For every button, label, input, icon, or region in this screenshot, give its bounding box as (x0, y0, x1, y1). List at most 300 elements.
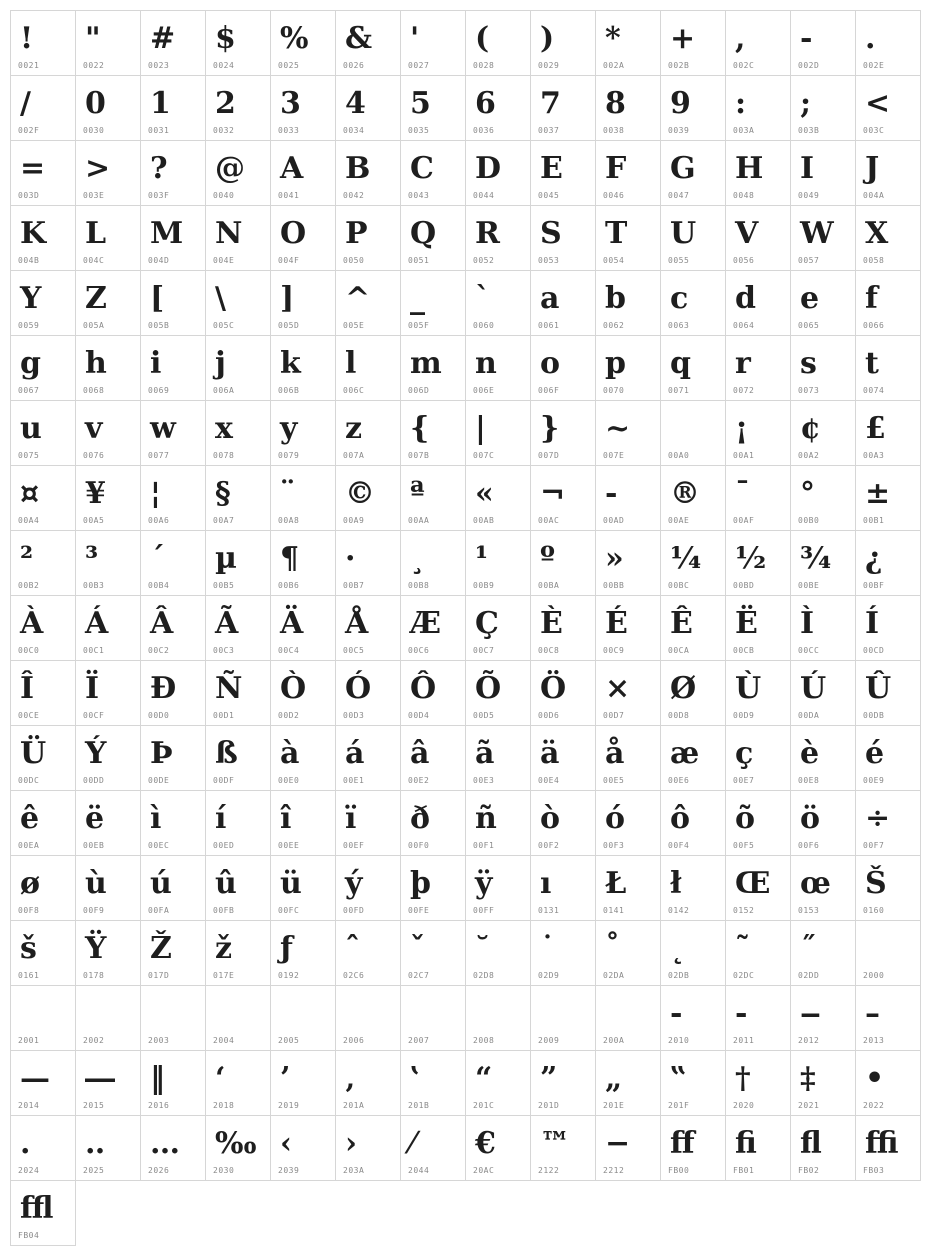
glyph-character: ß (215, 736, 238, 771)
glyph-cell (855, 205, 921, 271)
glyph-codepoint: 0068 (83, 386, 105, 395)
glyph-codepoint: 2021 (798, 1101, 820, 1110)
glyph-character: Ã (215, 606, 239, 641)
glyph-character: Ö (540, 671, 567, 706)
glyph-codepoint: FB00 (668, 1166, 690, 1175)
glyph-codepoint: 2004 (213, 1036, 235, 1045)
glyph-cell (205, 595, 271, 661)
glyph-cell (790, 10, 856, 76)
glyph-codepoint: 003D (18, 191, 40, 200)
glyph-cell (725, 270, 791, 336)
glyph-cell (725, 465, 791, 531)
glyph-cell (530, 595, 596, 661)
glyph-cell (75, 985, 141, 1051)
glyph-character: ž (215, 931, 233, 966)
glyph-codepoint: 0047 (668, 191, 690, 200)
glyph-character: & (345, 21, 373, 56)
glyph-cell (10, 790, 76, 856)
glyph-character: Œ (735, 866, 771, 901)
glyph-character: ‒ (800, 996, 821, 1031)
glyph-cell (75, 920, 141, 986)
glyph-character: Î (20, 671, 35, 706)
glyph-codepoint: FB04 (18, 1231, 40, 1240)
glyph-character: t (865, 346, 879, 381)
glyph-codepoint: 00D9 (733, 711, 755, 720)
glyph-character: ° (800, 476, 815, 511)
glyph-character: Ì (800, 606, 815, 641)
glyph-character: J (865, 151, 880, 186)
glyph-grid (10, 10, 920, 1245)
glyph-character: { (410, 411, 430, 446)
glyph-character: ™ (540, 1126, 570, 1161)
glyph-codepoint: 00B0 (798, 516, 820, 525)
glyph-character: Ø (670, 671, 697, 706)
glyph-codepoint: 003A (733, 126, 755, 135)
glyph-codepoint: FB01 (733, 1166, 755, 1175)
glyph-cell (855, 920, 921, 986)
glyph-character: — (20, 1061, 50, 1096)
glyph-cell (335, 920, 401, 986)
glyph-character: r (735, 346, 751, 381)
glyph-cell (10, 985, 76, 1051)
glyph-character: 3 (280, 86, 301, 121)
glyph-character: Ł (605, 866, 627, 901)
glyph-cell (205, 855, 271, 921)
glyph-cell (855, 530, 921, 596)
glyph-character: º (540, 541, 555, 576)
glyph-codepoint: 0053 (538, 256, 560, 265)
glyph-cell (270, 1050, 336, 1116)
glyph-cell (530, 270, 596, 336)
glyph-codepoint: 00D6 (538, 711, 560, 720)
glyph-cell (855, 270, 921, 336)
glyph-codepoint: 0063 (668, 321, 690, 330)
glyph-cell (595, 920, 661, 986)
glyph-cell (75, 1115, 141, 1181)
glyph-cell (270, 270, 336, 336)
glyph-cell (465, 465, 531, 531)
glyph-character: W (800, 216, 834, 251)
glyph-cell (725, 530, 791, 596)
glyph-character: š (20, 931, 37, 966)
glyph-codepoint: 2002 (83, 1036, 105, 1045)
glyph-cell (660, 595, 726, 661)
glyph-cell (790, 400, 856, 466)
glyph-codepoint: 02DA (603, 971, 625, 980)
glyph-cell (335, 1050, 401, 1116)
glyph-codepoint: 005A (83, 321, 105, 330)
glyph-codepoint: 02D9 (538, 971, 560, 980)
glyph-codepoint: 006F (538, 386, 560, 395)
glyph-cell (660, 530, 726, 596)
glyph-cell (595, 725, 661, 791)
glyph-cell (660, 270, 726, 336)
glyph-codepoint: 00BC (668, 581, 690, 590)
glyph-cell (335, 985, 401, 1051)
glyph-character: ⁄ (410, 1126, 416, 1161)
glyph-character: ! (20, 21, 34, 56)
glyph-cell (335, 400, 401, 466)
glyph-cell (75, 75, 141, 141)
glyph-codepoint: 00A5 (83, 516, 105, 525)
glyph-codepoint: 0192 (278, 971, 300, 980)
glyph-cell (725, 985, 791, 1051)
glyph-codepoint: 00CA (668, 646, 690, 655)
glyph-codepoint: 00E6 (668, 776, 690, 785)
glyph-codepoint: 00EE (278, 841, 300, 850)
glyph-cell (140, 790, 206, 856)
glyph-codepoint: 0050 (343, 256, 365, 265)
glyph-codepoint: 00ED (213, 841, 235, 850)
glyph-character: ‥ (85, 1126, 106, 1161)
glyph-cell (595, 660, 661, 726)
glyph-cell (400, 10, 466, 76)
glyph-codepoint: 00F8 (18, 906, 40, 915)
glyph-character: ã (475, 736, 495, 771)
glyph-cell (270, 595, 336, 661)
glyph-cell (530, 465, 596, 531)
glyph-character: å (605, 736, 625, 771)
glyph-cell (400, 660, 466, 726)
glyph-cell (270, 660, 336, 726)
glyph-cell (660, 400, 726, 466)
glyph-codepoint: 003E (83, 191, 105, 200)
glyph-codepoint: 00CB (733, 646, 755, 655)
glyph-character: À (20, 606, 44, 641)
glyph-codepoint: 00DB (863, 711, 885, 720)
glyph-character: © (345, 476, 375, 511)
glyph-codepoint: 00D7 (603, 711, 625, 720)
glyph-character: M (150, 216, 184, 251)
glyph-character: H (735, 151, 764, 186)
glyph-character: } (540, 411, 560, 446)
glyph-character: ¢ (800, 411, 821, 446)
glyph-codepoint: 0048 (733, 191, 755, 200)
glyph-codepoint: 0041 (278, 191, 300, 200)
glyph-character: 9 (670, 86, 691, 121)
glyph-codepoint: 005E (343, 321, 365, 330)
glyph-cell (790, 855, 856, 921)
glyph-cell (465, 10, 531, 76)
glyph-codepoint: 00E4 (538, 776, 560, 785)
glyph-codepoint: 003C (863, 126, 885, 135)
glyph-cell (530, 660, 596, 726)
glyph-character: [ (150, 281, 165, 316)
glyph-character: € (475, 1126, 496, 1161)
glyph-codepoint: 00BA (538, 581, 560, 590)
glyph-cell (855, 400, 921, 466)
glyph-cell (270, 1115, 336, 1181)
glyph-character: ? (150, 151, 168, 186)
glyph-codepoint: 0152 (733, 906, 755, 915)
glyph-cell (205, 920, 271, 986)
glyph-codepoint: 00FC (278, 906, 300, 915)
glyph-cell (660, 725, 726, 791)
glyph-cell (335, 75, 401, 141)
glyph-character: s (800, 346, 817, 381)
glyph-codepoint: 00D1 (213, 711, 235, 720)
glyph-cell (205, 660, 271, 726)
glyph-codepoint: 00B7 (343, 581, 365, 590)
glyph-codepoint: 003B (798, 126, 820, 135)
glyph-codepoint: 00A8 (278, 516, 300, 525)
glyph-codepoint: 0044 (473, 191, 495, 200)
glyph-character: Z (85, 281, 107, 316)
glyph-cell (205, 1115, 271, 1181)
glyph-cell (595, 1115, 661, 1181)
glyph-codepoint: 0036 (473, 126, 495, 135)
glyph-cell (595, 400, 661, 466)
glyph-cell (595, 465, 661, 531)
glyph-character: V (735, 216, 759, 251)
glyph-codepoint: 004A (863, 191, 885, 200)
glyph-codepoint: 00B1 (863, 516, 885, 525)
glyph-character: p (605, 346, 626, 381)
glyph-character: Ý (85, 736, 107, 771)
glyph-cell (790, 270, 856, 336)
glyph-character: Ç (475, 606, 499, 641)
glyph-cell (75, 595, 141, 661)
glyph-character: Ï (85, 671, 100, 706)
glyph-codepoint: 0066 (863, 321, 885, 330)
glyph-codepoint: 201C (473, 1101, 495, 1110)
glyph-character: ± (865, 476, 891, 511)
glyph-character: T (605, 216, 628, 251)
glyph-codepoint: 201E (603, 1101, 625, 1110)
glyph-codepoint: 0141 (603, 906, 625, 915)
glyph-cell (400, 1050, 466, 1116)
glyph-codepoint: 006E (473, 386, 495, 395)
glyph-codepoint: 00DD (83, 776, 105, 785)
glyph-character: u (20, 411, 42, 446)
glyph-cell (855, 595, 921, 661)
glyph-character: “ (475, 1061, 493, 1096)
glyph-character: b (605, 281, 626, 316)
glyph-codepoint: 00A1 (733, 451, 755, 460)
glyph-character: ˆ (345, 931, 360, 966)
glyph-codepoint: 02DD (798, 971, 820, 980)
glyph-character: ˛ (670, 931, 685, 966)
glyph-cell (270, 140, 336, 206)
glyph-character: × (605, 671, 631, 706)
glyph-character: È (540, 606, 563, 641)
glyph-codepoint: 00EA (18, 841, 40, 850)
glyph-cell (790, 985, 856, 1051)
glyph-cell (660, 660, 726, 726)
glyph-character: ý (345, 866, 363, 901)
glyph-codepoint: 0065 (798, 321, 820, 330)
glyph-codepoint: 0024 (213, 61, 235, 70)
glyph-codepoint: 00AE (668, 516, 690, 525)
glyph-character: f (865, 281, 878, 316)
glyph-character: â (410, 736, 430, 771)
glyph-codepoint: 00EC (148, 841, 170, 850)
glyph-cell (205, 140, 271, 206)
glyph-character: 6 (475, 86, 496, 121)
glyph-codepoint: 2008 (473, 1036, 495, 1045)
glyph-cell (140, 985, 206, 1051)
glyph-codepoint: 002B (668, 61, 690, 70)
glyph-codepoint: 00E0 (278, 776, 300, 785)
glyph-character: ˙ (540, 931, 555, 966)
glyph-codepoint: 0027 (408, 61, 430, 70)
glyph-character: N (215, 216, 243, 251)
glyph-cell (595, 595, 661, 661)
glyph-cell (10, 660, 76, 726)
glyph-cell (270, 855, 336, 921)
glyph-codepoint: 2003 (148, 1036, 170, 1045)
glyph-cell (855, 335, 921, 401)
glyph-codepoint: 006B (278, 386, 300, 395)
glyph-cell (140, 140, 206, 206)
glyph-codepoint: 0067 (18, 386, 40, 395)
glyph-codepoint: 00F0 (408, 841, 430, 850)
glyph-character: ï (345, 801, 357, 836)
glyph-character: 7 (540, 86, 561, 121)
glyph-codepoint: 002A (603, 61, 625, 70)
glyph-cell (790, 140, 856, 206)
glyph-character: õ (735, 801, 756, 836)
glyph-cell (855, 1115, 921, 1181)
glyph-codepoint: 0073 (798, 386, 820, 395)
glyph-codepoint: 002E (863, 61, 885, 70)
glyph-cell (10, 75, 76, 141)
glyph-cell (530, 725, 596, 791)
glyph-codepoint: 00CD (863, 646, 885, 655)
glyph-cell (205, 530, 271, 596)
glyph-cell (465, 660, 531, 726)
glyph-cell (75, 400, 141, 466)
glyph-cell (595, 75, 661, 141)
glyph-codepoint: 00B3 (83, 581, 105, 590)
glyph-codepoint: 00D2 (278, 711, 300, 720)
glyph-cell (205, 270, 271, 336)
glyph-character: o (540, 346, 561, 381)
glyph-character: ― (85, 1061, 115, 1096)
glyph-cell (465, 725, 531, 791)
glyph-codepoint: 00E1 (343, 776, 365, 785)
glyph-codepoint: 0059 (18, 321, 40, 330)
glyph-cell (75, 10, 141, 76)
glyph-cell (530, 855, 596, 921)
glyph-codepoint: 00B9 (473, 581, 495, 590)
glyph-character: £ (865, 411, 886, 446)
glyph-character: ¸ (410, 541, 425, 576)
glyph-cell (75, 270, 141, 336)
glyph-cell (660, 985, 726, 1051)
glyph-codepoint: 0043 (408, 191, 430, 200)
glyph-codepoint: 00B5 (213, 581, 235, 590)
glyph-codepoint: 00E3 (473, 776, 495, 785)
glyph-character: Š (865, 866, 887, 901)
glyph-codepoint: 0071 (668, 386, 690, 395)
glyph-codepoint: 006D (408, 386, 430, 395)
glyph-character: a (540, 281, 560, 316)
glyph-character: µ (215, 541, 237, 576)
glyph-cell (75, 335, 141, 401)
glyph-character: 1 (150, 86, 171, 121)
glyph-cell (465, 530, 531, 596)
glyph-character: ¶ (280, 541, 300, 576)
glyph-codepoint: 201B (408, 1101, 430, 1110)
glyph-codepoint: FB03 (863, 1166, 885, 1175)
glyph-cell (790, 595, 856, 661)
glyph-codepoint: 2012 (798, 1036, 820, 1045)
glyph-character: ' (410, 21, 420, 56)
glyph-character: ê (20, 801, 40, 836)
glyph-codepoint: 2039 (278, 1166, 300, 1175)
glyph-character: 5 (410, 86, 431, 121)
glyph-character: x (215, 411, 233, 446)
glyph-cell (335, 660, 401, 726)
glyph-character: ¾ (800, 541, 832, 576)
glyph-cell (205, 465, 271, 531)
glyph-character: • (865, 1061, 885, 1096)
glyph-codepoint: 0054 (603, 256, 625, 265)
glyph-codepoint: 0061 (538, 321, 560, 330)
glyph-cell (465, 1050, 531, 1116)
glyph-character: . (865, 21, 876, 56)
glyph-codepoint: 02DB (668, 971, 690, 980)
glyph-character: L (85, 216, 107, 251)
glyph-cell (140, 660, 206, 726)
glyph-character: Ð (150, 671, 177, 706)
glyph-codepoint: 2122 (538, 1166, 560, 1175)
glyph-character: < (865, 86, 891, 121)
glyph-character: + (670, 21, 696, 56)
glyph-cell (790, 790, 856, 856)
glyph-codepoint: 00A6 (148, 516, 170, 525)
glyph-cell (660, 1115, 726, 1181)
glyph-codepoint: 00DC (18, 776, 40, 785)
glyph-cell (335, 790, 401, 856)
glyph-cell (270, 920, 336, 986)
glyph-cell (725, 790, 791, 856)
glyph-codepoint: 02D8 (473, 971, 495, 980)
glyph-codepoint: 0074 (863, 386, 885, 395)
glyph-codepoint: 00BE (798, 581, 820, 590)
glyph-codepoint: 00FB (213, 906, 235, 915)
glyph-character: Ò (280, 671, 307, 706)
glyph-codepoint: 0037 (538, 126, 560, 135)
glyph-cell (725, 920, 791, 986)
glyph-character: ﬄ (20, 1191, 54, 1226)
glyph-codepoint: 00CC (798, 646, 820, 655)
glyph-cell (140, 10, 206, 76)
glyph-character: l (345, 346, 357, 381)
glyph-character: @ (215, 151, 245, 186)
glyph-cell (790, 205, 856, 271)
glyph-cell (790, 530, 856, 596)
glyph-cell (270, 790, 336, 856)
glyph-codepoint: 00C5 (343, 646, 365, 655)
glyph-codepoint: 2024 (18, 1166, 40, 1175)
glyph-codepoint: 02DC (733, 971, 755, 980)
glyph-codepoint: 2011 (733, 1036, 755, 1045)
glyph-codepoint: 004B (18, 256, 40, 265)
glyph-cell (595, 790, 661, 856)
glyph-codepoint: 2018 (213, 1101, 235, 1110)
glyph-character: I (800, 151, 815, 186)
glyph-character: Y (20, 281, 42, 316)
glyph-codepoint: 00A3 (863, 451, 885, 460)
glyph-codepoint: 0046 (603, 191, 625, 200)
glyph-character: Ñ (215, 671, 243, 706)
glyph-cell (75, 725, 141, 791)
glyph-cell (530, 335, 596, 401)
glyph-cell (335, 465, 401, 531)
glyph-cell (790, 465, 856, 531)
